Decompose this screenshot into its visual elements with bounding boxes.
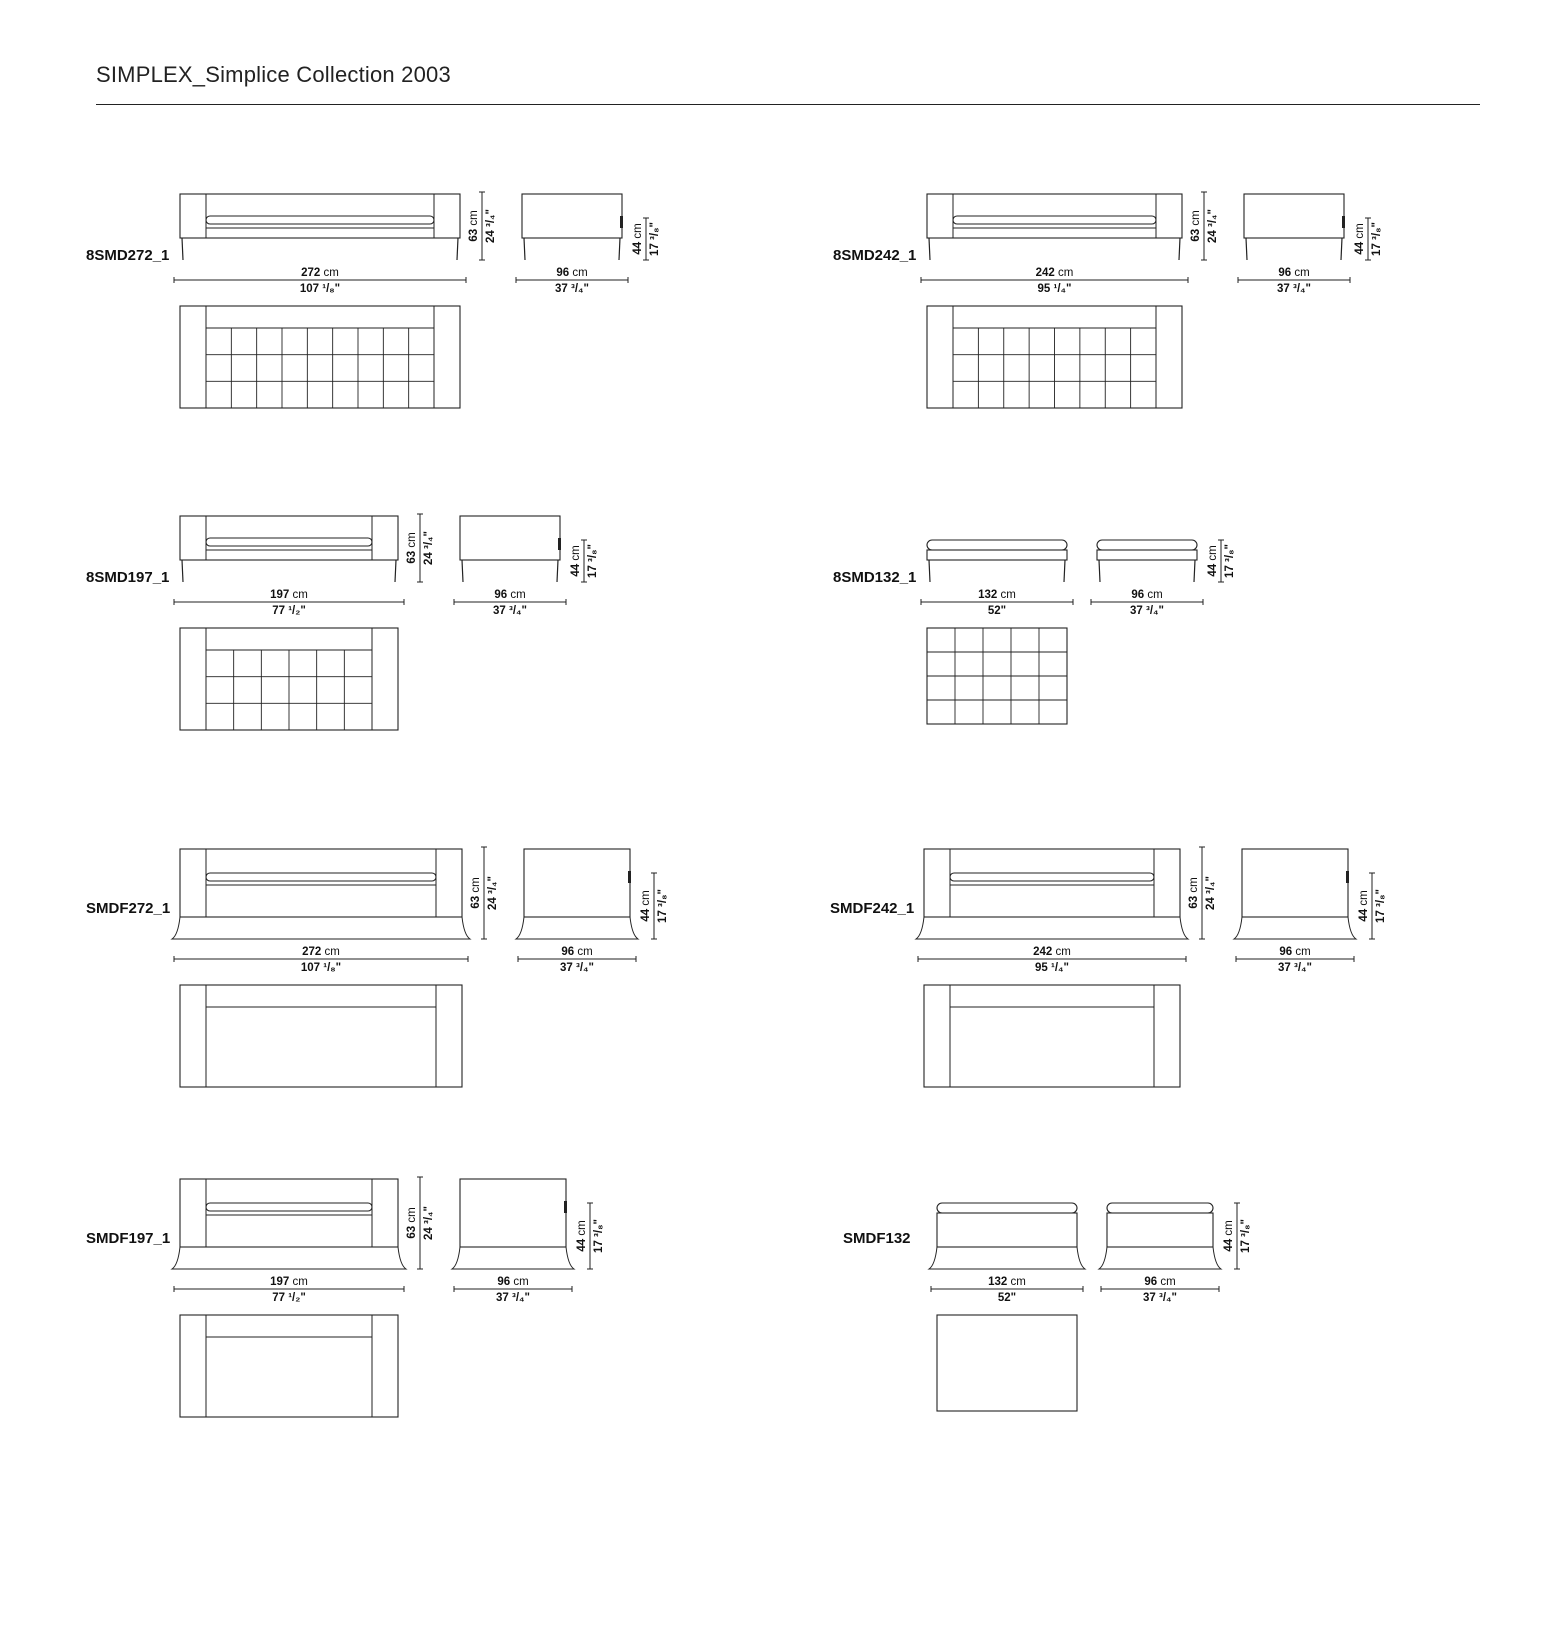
drawing	[833, 512, 1513, 832]
left-leg	[929, 238, 930, 260]
seat-cushion	[950, 873, 1154, 881]
drawing	[86, 512, 766, 832]
side-view	[1234, 849, 1387, 974]
seat-cushion	[206, 216, 434, 224]
seat-in-label: 17 ³/₈"	[1375, 889, 1387, 923]
depth-in-label: 37 ³/₄"	[555, 283, 589, 295]
width-cm-value: 132	[978, 589, 998, 601]
height-cm-label	[406, 532, 418, 563]
seat-cm-unit: cm	[632, 223, 644, 242]
drawing	[86, 1175, 766, 1495]
product-8smd272	[86, 190, 766, 510]
side-back-detail	[558, 538, 561, 550]
sofa-body	[180, 849, 462, 917]
depth-cm-value: 96	[561, 946, 575, 958]
height-in-label: 24 ³/₄"	[423, 531, 435, 565]
seat-in-label: 17 ³/₈"	[1240, 1219, 1252, 1253]
skirt-flare	[172, 1247, 406, 1269]
depth-in-label: 37 ³/₄"	[1277, 283, 1311, 295]
plan-view	[937, 1315, 1077, 1411]
seat-cm-value: 44	[1354, 241, 1366, 255]
height-in-label: 24 ³/₄"	[487, 876, 499, 910]
plan-outline	[180, 1315, 398, 1417]
depth-cm-value: 96	[556, 267, 570, 279]
seat-in-label: 17 ³/₈"	[587, 544, 599, 578]
side-body	[460, 516, 560, 560]
height-cm-label	[470, 877, 482, 908]
height-cm-unit: cm	[1188, 877, 1200, 896]
seat-cm-unit: cm	[1354, 223, 1366, 242]
side-right-leg	[619, 238, 620, 260]
front-view	[174, 192, 497, 295]
seat-cushion	[206, 538, 372, 546]
plan-view	[180, 306, 460, 408]
drawing	[843, 1175, 1523, 1495]
side-body	[1097, 550, 1197, 560]
side-skirt-flare	[516, 917, 638, 939]
side-back-detail	[1342, 216, 1345, 228]
product-code: 8SMD132_1	[833, 569, 917, 586]
side-right-leg	[1194, 560, 1195, 582]
height-cm-label	[1190, 210, 1202, 241]
depth-cm-unit: cm	[1144, 589, 1163, 601]
height-cm-value: 63	[406, 550, 418, 564]
height-in-label: 24 ³/₄"	[1205, 876, 1217, 910]
seat-in-label: 17 ³/₈"	[649, 222, 661, 256]
plan-outline	[924, 985, 1180, 1087]
side-body	[1242, 849, 1348, 917]
side-left-leg	[1246, 238, 1247, 260]
depth-cm-value: 96	[494, 589, 508, 601]
product-8smd132	[833, 512, 1513, 832]
width-cm-label	[988, 1276, 1026, 1288]
width-cm-value: 272	[301, 267, 321, 279]
height-cm-label	[406, 1207, 418, 1238]
seat-cm-label	[1358, 890, 1370, 921]
side-view	[1091, 540, 1236, 617]
skirt-flare	[929, 1247, 1085, 1269]
left-leg	[929, 560, 930, 582]
front-view	[172, 847, 499, 974]
side-left-leg	[1099, 560, 1100, 582]
seat-cm-value: 44	[632, 241, 644, 255]
depth-cm-unit: cm	[1291, 267, 1310, 279]
plan-view	[180, 1315, 398, 1417]
height-cm-unit: cm	[406, 532, 418, 551]
depth-cm-unit: cm	[569, 267, 588, 279]
product-smdf242	[830, 845, 1510, 1165]
width-cm-value: 242	[1033, 946, 1053, 958]
depth-cm-label	[1131, 589, 1162, 601]
front-view	[916, 847, 1217, 974]
right-leg	[457, 238, 458, 260]
side-view	[516, 849, 669, 974]
width-in-label: 107 ¹/₈"	[300, 962, 342, 974]
height-in-label: 24 ³/₄"	[423, 1206, 435, 1240]
width-cm-unit: cm	[320, 267, 339, 279]
side-view	[516, 194, 661, 295]
seat-cm-label	[640, 890, 652, 921]
seat-cm-unit: cm	[1358, 890, 1370, 909]
width-cm-unit: cm	[1052, 946, 1071, 958]
drawing	[86, 845, 766, 1165]
seat-in-label: 17 ³/₈"	[1224, 544, 1236, 578]
width-in-label: 77 ¹/₂"	[272, 605, 306, 617]
side-body	[1244, 194, 1344, 238]
drawing	[830, 845, 1510, 1165]
seat-cm-unit: cm	[640, 890, 652, 909]
left-leg	[182, 560, 183, 582]
width-cm-value: 197	[270, 589, 290, 601]
width-in-label: 52"	[987, 605, 1007, 617]
front-view	[172, 1177, 435, 1304]
depth-cm-value: 96	[1144, 1276, 1158, 1288]
product-8smd197	[86, 512, 766, 832]
depth-cm-label	[497, 1276, 528, 1288]
side-body	[522, 194, 622, 238]
product-8smd242	[833, 190, 1513, 510]
front-view	[929, 1203, 1085, 1304]
side-back-detail	[628, 871, 631, 883]
plan-view	[180, 985, 462, 1087]
side-left-leg	[462, 560, 463, 582]
seat-cm-value: 44	[1223, 1238, 1235, 1252]
seat-cm-unit: cm	[1207, 545, 1219, 564]
width-cm-value: 272	[302, 946, 322, 958]
bench-cushion	[937, 1203, 1077, 1213]
side-body	[524, 849, 630, 917]
skirt-flare	[916, 917, 1188, 939]
height-cm-unit: cm	[1190, 210, 1202, 229]
side-cushion	[1097, 540, 1197, 550]
right-leg	[1179, 238, 1180, 260]
depth-in-label: 37 ³/₄"	[1278, 962, 1312, 974]
width-cm-unit: cm	[321, 946, 340, 958]
product-code: SMDF197_1	[86, 1230, 171, 1247]
depth-in-label: 37 ³/₄"	[493, 605, 527, 617]
height-cm-unit: cm	[468, 210, 480, 229]
depth-cm-label	[556, 267, 587, 279]
drawing	[86, 190, 766, 510]
side-view	[452, 1179, 605, 1304]
right-leg	[1064, 560, 1065, 582]
left-leg	[182, 238, 183, 260]
plan-outline	[180, 306, 460, 408]
seat-cm-unit: cm	[1223, 1220, 1235, 1239]
side-left-leg	[524, 238, 525, 260]
seat-cm-value: 44	[576, 1238, 588, 1252]
depth-cm-unit: cm	[574, 946, 593, 958]
product-smdf132	[843, 1175, 1523, 1495]
height-cm-value: 63	[406, 1225, 418, 1239]
width-cm-label	[1036, 267, 1074, 279]
drawing	[833, 190, 1513, 510]
side-cushion	[1107, 1203, 1213, 1213]
front-view	[921, 540, 1073, 617]
depth-cm-unit: cm	[510, 1276, 529, 1288]
width-cm-unit: cm	[1007, 1276, 1026, 1288]
product-smdf197	[86, 1175, 766, 1495]
side-view	[1099, 1203, 1252, 1304]
seat-cm-value: 44	[1207, 563, 1219, 577]
front-view	[174, 514, 435, 617]
seat-cm-value: 44	[570, 563, 582, 577]
height-in-label: 24 ³/₄"	[1207, 209, 1219, 243]
height-cm-unit: cm	[406, 1207, 418, 1226]
side-right-leg	[1341, 238, 1342, 260]
depth-cm-unit: cm	[1157, 1276, 1176, 1288]
plan-view	[180, 628, 398, 730]
side-back-detail	[620, 216, 623, 228]
skirt-flare	[172, 917, 470, 939]
plan-outline	[937, 1315, 1077, 1411]
side-view	[1238, 194, 1383, 295]
page-title: SIMPLEX_Simplice Collection 2003	[96, 62, 451, 87]
height-cm-value: 63	[1188, 895, 1200, 909]
depth-cm-unit: cm	[507, 589, 526, 601]
seat-cushion	[206, 1203, 372, 1211]
depth-cm-value: 96	[1278, 267, 1292, 279]
depth-cm-label	[561, 946, 592, 958]
seat-cm-label	[632, 223, 644, 254]
seat-cm-value: 44	[1358, 908, 1370, 922]
bench-cushion	[927, 540, 1067, 550]
product-code: SMDF242_1	[830, 900, 915, 917]
plan-outline	[180, 985, 462, 1087]
side-body	[1107, 1213, 1213, 1247]
width-in-label: 95 ¹/₄"	[1035, 962, 1069, 974]
product-code: 8SMD272_1	[86, 247, 170, 264]
bench-body	[937, 1213, 1077, 1247]
side-skirt-flare	[452, 1247, 574, 1269]
seat-in-label: 17 ³/₈"	[593, 1219, 605, 1253]
seat-cm-unit: cm	[570, 545, 582, 564]
height-cm-label	[1188, 877, 1200, 908]
side-back-detail	[564, 1201, 567, 1213]
product-code: SMDF132	[843, 1230, 911, 1247]
header-divider	[96, 104, 1480, 105]
width-cm-value: 242	[1035, 267, 1055, 279]
seat-cm-value: 44	[640, 908, 652, 922]
height-cm-label	[468, 210, 480, 241]
product-smdf272	[86, 845, 766, 1165]
depth-in-label: 37 ³/₄"	[560, 962, 594, 974]
product-code: SMDF272_1	[86, 900, 171, 917]
seat-cm-unit: cm	[576, 1220, 588, 1239]
depth-cm-value: 96	[1279, 946, 1293, 958]
height-cm-value: 63	[1190, 228, 1202, 242]
side-back-detail	[1346, 871, 1349, 883]
sofa-body	[924, 849, 1180, 917]
depth-cm-unit: cm	[1292, 946, 1311, 958]
product-code: 8SMD242_1	[833, 247, 917, 264]
depth-cm-value: 96	[1131, 589, 1145, 601]
seat-cushion	[206, 873, 436, 881]
width-in-label: 52"	[997, 1292, 1017, 1304]
height-in-label: 24 ³/₄"	[485, 209, 497, 243]
height-cm-value: 63	[468, 228, 480, 242]
width-cm-unit: cm	[289, 589, 308, 601]
product-code: 8SMD197_1	[86, 569, 170, 586]
width-cm-unit: cm	[289, 1276, 308, 1288]
seat-cm-label	[1223, 1220, 1235, 1251]
width-cm-label	[301, 267, 339, 279]
width-cm-label	[270, 589, 308, 601]
plan-view	[924, 985, 1180, 1087]
depth-in-label: 37 ³/₄"	[1143, 1292, 1177, 1304]
bench-body	[927, 550, 1067, 560]
depth-in-label: 37 ³/₄"	[496, 1292, 530, 1304]
seat-cushion	[953, 216, 1156, 224]
side-skirt-flare	[1234, 917, 1356, 939]
seat-cm-label	[1207, 545, 1219, 576]
width-cm-value: 197	[270, 1276, 290, 1288]
width-cm-label	[978, 589, 1016, 601]
width-in-label: 77 ¹/₂"	[272, 1292, 306, 1304]
seat-cm-label	[570, 545, 582, 576]
side-body	[460, 1179, 566, 1247]
width-in-label: 95 ¹/₄"	[1037, 283, 1072, 295]
width-cm-label	[302, 946, 340, 958]
front-view	[921, 192, 1219, 295]
width-cm-label	[270, 1276, 308, 1288]
right-leg	[395, 560, 396, 582]
depth-cm-value: 96	[497, 1276, 511, 1288]
side-right-leg	[557, 560, 558, 582]
seat-in-label: 17 ³/₈"	[1371, 222, 1383, 256]
plan-view	[927, 628, 1067, 724]
depth-cm-label	[1144, 1276, 1175, 1288]
width-cm-value: 132	[988, 1276, 1008, 1288]
height-cm-unit: cm	[470, 877, 482, 896]
depth-cm-label	[494, 589, 525, 601]
side-view	[454, 516, 599, 617]
plan-view	[927, 306, 1182, 408]
width-cm-unit: cm	[997, 589, 1016, 601]
depth-cm-label	[1279, 946, 1310, 958]
sofa-body	[180, 1179, 398, 1247]
seat-in-label: 17 ³/₈"	[657, 889, 669, 923]
width-cm-unit: cm	[1054, 267, 1074, 279]
side-skirt-flare	[1099, 1247, 1221, 1269]
seat-cm-label	[576, 1220, 588, 1251]
width-in-label: 107 ¹/₈"	[299, 283, 341, 295]
depth-cm-label	[1278, 267, 1309, 279]
depth-in-label: 37 ³/₄"	[1130, 605, 1164, 617]
seat-cm-label	[1354, 223, 1366, 254]
width-cm-label	[1033, 946, 1071, 958]
height-cm-value: 63	[470, 895, 482, 909]
